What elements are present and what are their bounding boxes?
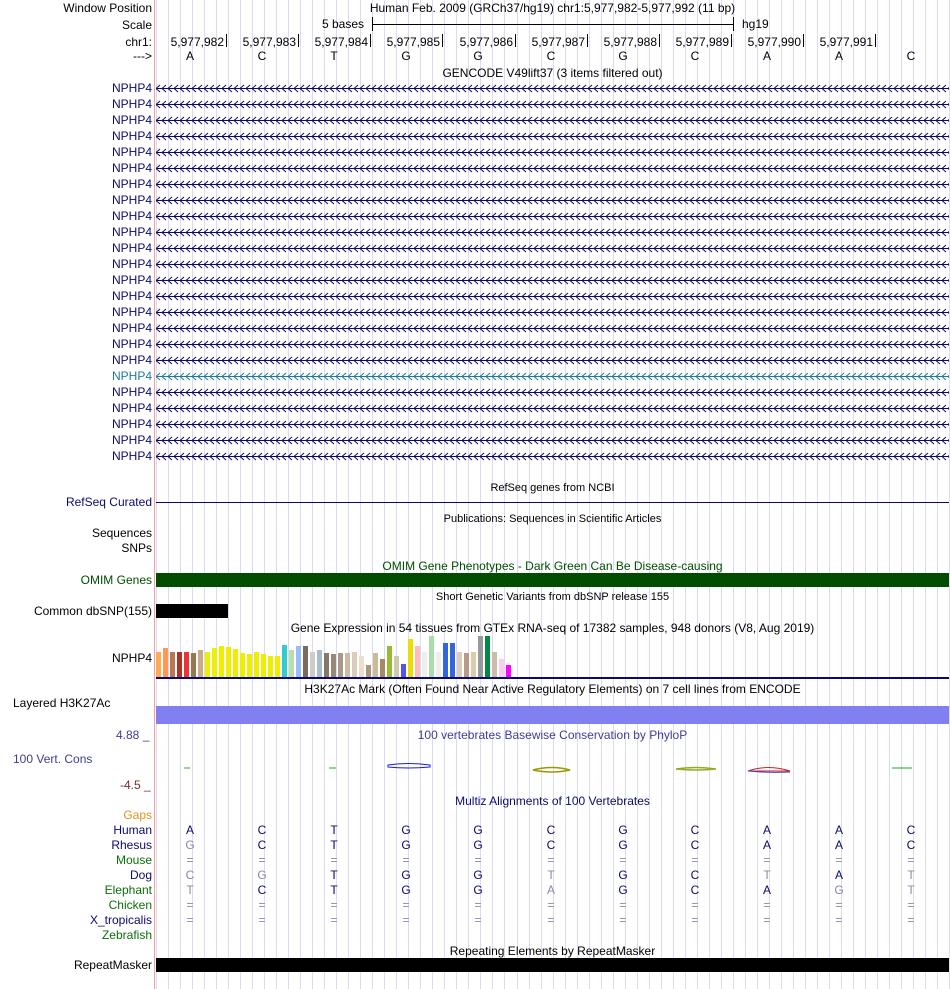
multiz-base: = [547, 913, 555, 927]
sequence-base: A [185, 49, 194, 63]
sequence-base: C [906, 49, 916, 63]
multiz-base: C [257, 838, 267, 852]
refseq-title[interactable]: RefSeq genes from NCBI [490, 482, 615, 494]
multiz-base: = [474, 913, 482, 927]
coordinate-tick [875, 34, 876, 47]
multiz-base: C [546, 823, 556, 837]
gtex-tissue-bar[interactable] [219, 646, 224, 677]
gtex-tissue-bar[interactable] [352, 652, 357, 677]
gencode-row-label[interactable]: NPHP4 [111, 193, 152, 207]
coordinate-label: 5,977,989 [675, 35, 729, 49]
gtex-tissue-bar[interactable] [499, 659, 504, 677]
sequence-base: G [401, 49, 411, 63]
multiz-base: G [618, 823, 628, 837]
coordinate-label: 5,977,985 [386, 35, 440, 49]
multiz-base: A [834, 823, 843, 837]
strand-arrows-icon [156, 180, 949, 189]
sequence-base: C [546, 49, 556, 63]
coordinate-label: 5,977,982 [170, 35, 224, 49]
multiz-base: = [474, 898, 482, 912]
strand-arrows-icon [156, 292, 949, 301]
multiz-base: A [762, 838, 771, 852]
gencode-transcript[interactable] [156, 356, 949, 365]
multiz-base: C [690, 838, 700, 852]
multiz-base: = [330, 913, 338, 927]
strand-arrows-icon [156, 212, 949, 221]
multiz-base: A [762, 823, 771, 837]
multiz-base: A [546, 883, 555, 897]
coordinate-label: 5,977,987 [531, 35, 585, 49]
window-position-label: Window Position [63, 1, 152, 15]
multiz-base: G [618, 838, 628, 852]
gtex-tissue-bar[interactable] [506, 665, 511, 677]
assembly-label: hg19 [742, 17, 769, 31]
phylop-min-label: -4.5 _ [120, 778, 151, 792]
gtex-tissue-bar[interactable] [282, 645, 287, 677]
phylop-title[interactable]: 100 vertebrates Basewise Conservation by PhyloP [417, 728, 688, 742]
multiz-base: = [691, 898, 699, 912]
gencode-row-label[interactable]: NPHP4 [111, 257, 152, 271]
gencode-transcript[interactable] [156, 196, 949, 205]
phylop-signal[interactable] [156, 760, 949, 776]
multiz-base: = [763, 898, 771, 912]
multiz-base: T [330, 823, 338, 837]
gtex-tissue-bar[interactable] [422, 652, 427, 677]
gencode-transcript[interactable] [156, 132, 949, 141]
sequence-base: G [473, 49, 483, 63]
gencode-row-label[interactable]: NPHP4 [111, 113, 152, 127]
gtex-tissue-bar[interactable] [212, 648, 217, 677]
gtex-tissue-bar[interactable] [415, 646, 420, 677]
strand-arrows-icon [156, 276, 949, 285]
gencode-transcript[interactable] [156, 308, 949, 317]
multiz-base: T [547, 868, 555, 882]
gtex-tissue-bar[interactable] [275, 656, 280, 677]
multiz-base: T [330, 868, 338, 882]
scale-bar [372, 24, 734, 25]
multiz-base: T [763, 868, 771, 882]
multiz-base: = [547, 853, 555, 867]
strand-arrows-icon [156, 148, 949, 157]
multiz-title[interactable]: Multiz Alignments of 100 Vertebrates [455, 794, 650, 808]
gtex-tissue-bar[interactable] [485, 636, 490, 677]
gencode-row-label[interactable]: NPHP4 [111, 353, 152, 367]
multiz-base: C [257, 823, 267, 837]
gtex-tissue-bar[interactable] [331, 654, 336, 677]
gtex-tissue-bar[interactable] [303, 646, 308, 677]
strand-arrows-icon [156, 420, 949, 429]
multiz-base: = [402, 913, 410, 927]
gtex-tissue-bar[interactable] [226, 647, 231, 677]
strand-arrows-icon [156, 340, 949, 349]
multiz-gaps-label[interactable]: Gaps [123, 808, 152, 822]
gtex-tissue-bar[interactable] [177, 652, 182, 677]
coordinate-label: 5,977,984 [314, 35, 368, 49]
refseq-label[interactable]: RefSeq Curated [65, 495, 152, 509]
multiz-base: = [835, 898, 843, 912]
strand-arrows-icon [156, 132, 949, 141]
gtex-tissue-bar[interactable] [254, 652, 259, 677]
phylop-max-label: 4.88 _ [116, 728, 150, 742]
gencode-transcript[interactable] [156, 388, 949, 397]
coordinate-tick [298, 34, 299, 47]
gencode-row-label[interactable]: NPHP4 [111, 81, 152, 95]
gencode-transcript[interactable] [156, 340, 949, 349]
multiz-base: = [907, 898, 915, 912]
gencode-transcript[interactable] [156, 100, 949, 109]
gencode-transcript[interactable] [156, 164, 949, 173]
dbsnp-feature-bar[interactable] [156, 604, 228, 618]
gencode-row-label[interactable]: NPHP4 [111, 369, 152, 383]
gencode-row-label[interactable]: NPHP4 [111, 209, 152, 223]
strand-arrows-icon [156, 356, 949, 365]
omim-label[interactable]: OMIM Genes [80, 573, 152, 587]
multiz-base: = [186, 913, 194, 927]
gencode-transcript[interactable] [156, 420, 949, 429]
gencode-row-label[interactable]: NPHP4 [111, 97, 152, 111]
strand-label: ---> [133, 49, 152, 63]
coordinate-label: 5,977,990 [747, 35, 801, 49]
multiz-base: G [185, 838, 195, 852]
multiz-species-label[interactable]: Elephant [104, 883, 152, 897]
gtex-tissue-bar[interactable] [233, 649, 238, 677]
multiz-base: G [401, 883, 411, 897]
multiz-base: G [473, 883, 483, 897]
gtex-tissue-bar[interactable] [450, 643, 455, 677]
coordinate-tick [515, 34, 516, 47]
coordinate-tick [731, 34, 732, 47]
multiz-species-label[interactable]: Chicken [108, 898, 152, 912]
gtex-tissue-bar[interactable] [240, 653, 245, 677]
gencode-transcript[interactable] [156, 84, 949, 93]
multiz-base: = [258, 853, 266, 867]
sequence-base: C [690, 49, 700, 63]
scale-label: Scale [121, 18, 152, 32]
sequence-base: T [330, 49, 338, 63]
coordinate-label: 5,977,983 [242, 35, 296, 49]
gencode-row-label[interactable]: NPHP4 [111, 417, 152, 431]
gencode-row-label[interactable]: NPHP4 [111, 225, 152, 239]
gtex-tissue-bar[interactable] [387, 646, 392, 677]
strand-arrows-icon [156, 196, 949, 205]
multiz-base: = [258, 913, 266, 927]
gtex-tissue-bar[interactable] [261, 654, 266, 677]
multiz-base: = [186, 853, 194, 867]
multiz-base: = [619, 913, 627, 927]
gencode-row-label[interactable]: NPHP4 [111, 321, 152, 335]
coordinate-tick [587, 34, 588, 47]
multiz-base: A [834, 868, 843, 882]
multiz-base: = [691, 853, 699, 867]
multiz-base: = [835, 913, 843, 927]
strand-arrows-icon [156, 228, 949, 237]
multiz-base: T [330, 883, 338, 897]
sequence-base: A [762, 49, 771, 63]
strand-arrows-icon [156, 308, 949, 317]
multiz-base: G [618, 868, 628, 882]
gtex-baseline [156, 677, 949, 679]
multiz-species-label[interactable]: Mouse [115, 853, 152, 867]
phylop-mark-6 [748, 768, 790, 772]
gencode-transcript[interactable] [156, 228, 949, 237]
multiz-base: C [690, 868, 700, 882]
repeatmasker-label[interactable]: RepeatMasker [73, 958, 152, 972]
strand-arrows-icon [156, 100, 949, 109]
multiz-base: G [473, 823, 483, 837]
multiz-base: A [834, 838, 843, 852]
gtex-tissue-bar[interactable] [429, 636, 434, 677]
publications-snps-label[interactable]: SNPs [121, 541, 152, 555]
multiz-base: G [401, 838, 411, 852]
gtex-tissue-bar[interactable] [345, 653, 350, 677]
gencode-transcript[interactable] [156, 180, 949, 189]
h3k27ac-label[interactable]: Layered H3K27Ac [13, 696, 111, 710]
gencode-row-label[interactable]: NPHP4 [111, 161, 152, 175]
scale-text: 5 bases [322, 17, 365, 31]
multiz-base: = [835, 853, 843, 867]
multiz-base: T [186, 883, 194, 897]
gtex-tissue-bar[interactable] [338, 653, 343, 677]
coordinate-label: 5,977,991 [819, 35, 873, 49]
phylop-mark-4 [533, 768, 570, 773]
scale-bar-left-tick [372, 17, 373, 31]
gtex-tissue-bar[interactable] [359, 656, 364, 677]
multiz-base: = [763, 913, 771, 927]
multiz-base: = [258, 898, 266, 912]
dbsnp-label[interactable]: Common dbSNP(155) [33, 604, 152, 618]
gencode-transcript[interactable] [156, 260, 949, 269]
multiz-base: = [619, 853, 627, 867]
gtex-tissue-bar[interactable] [198, 650, 203, 677]
gencode-row-label[interactable]: NPHP4 [111, 289, 152, 303]
gtex-tissue-bar[interactable] [324, 653, 329, 677]
multiz-base: C [185, 868, 195, 882]
gtex-tissue-bar[interactable] [471, 652, 476, 677]
gencode-transcript[interactable] [156, 436, 949, 445]
multiz-base: A [762, 883, 771, 897]
multiz-base: = [619, 898, 627, 912]
gencode-row-label[interactable]: NPHP4 [111, 129, 152, 143]
multiz-species-label[interactable]: Human [113, 823, 152, 837]
multiz-base: = [330, 853, 338, 867]
multiz-base: T [907, 883, 915, 897]
gtex-tissue-bar[interactable] [380, 659, 385, 677]
multiz-base: C [906, 823, 916, 837]
gtex-label[interactable]: NPHP4 [111, 651, 152, 665]
coordinate-tick [442, 34, 443, 47]
gtex-tissue-bar[interactable] [289, 650, 294, 677]
gtex-tissue-bar[interactable] [205, 652, 210, 677]
gtex-tissue-bar[interactable] [478, 636, 483, 677]
gtex-tissue-bar[interactable] [492, 652, 497, 677]
gencode-transcript[interactable] [156, 276, 949, 285]
gtex-tissue-bar[interactable] [317, 650, 322, 677]
sequence-base: C [257, 49, 267, 63]
multiz-base: = [186, 898, 194, 912]
gtex-tissue-bar[interactable] [464, 653, 469, 677]
gencode-title[interactable]: GENCODE V49lift37 (3 items filtered out) [442, 66, 663, 80]
gtex-tissue-bar[interactable] [268, 656, 273, 677]
multiz-base: A [185, 823, 194, 837]
gtex-tissue-bar[interactable] [457, 652, 462, 677]
scale-bar-right-tick [733, 17, 734, 31]
multiz-base: G [401, 823, 411, 837]
strand-arrows-icon [156, 260, 949, 269]
multiz-species-label[interactable]: X_tropicalis [89, 913, 152, 927]
gtex-tissue-bar[interactable] [184, 652, 189, 677]
strand-arrows-icon [156, 436, 949, 445]
coordinate-tick [803, 34, 804, 47]
gencode-row-label[interactable]: NPHP4 [111, 337, 152, 351]
gtex-tissue-bar[interactable] [401, 664, 406, 677]
multiz-base: = [402, 853, 410, 867]
gtex-tissue-bar[interactable] [373, 653, 378, 677]
gencode-row-label[interactable]: NPHP4 [111, 177, 152, 191]
h3k27ac-title[interactable]: H3K27Ac Mark (Often Found Near Active Regulatory Elements) on 7 cell lines from ENCODE [304, 682, 801, 696]
coordinate-tick [370, 34, 371, 47]
gtex-tissue-bar[interactable] [394, 656, 399, 677]
gencode-transcript[interactable] [156, 324, 949, 333]
gencode-row-label[interactable]: NPHP4 [111, 145, 152, 159]
multiz-base: C [257, 883, 267, 897]
gencode-row-label[interactable]: NPHP4 [111, 305, 152, 319]
phylop-mark-3 [388, 764, 430, 769]
multiz-base: G [618, 883, 628, 897]
multiz-species-label[interactable]: Rhesus [111, 838, 152, 852]
multiz-species-label[interactable]: Dog [129, 868, 152, 882]
gtex-tissue-bar[interactable] [163, 648, 168, 677]
strand-arrows-icon [156, 388, 949, 397]
gencode-transcript[interactable] [156, 372, 949, 381]
publications-sequences-label[interactable]: Sequences [91, 526, 152, 540]
repeatmasker-title[interactable]: Repeating Elements by RepeatMasker [449, 944, 656, 958]
multiz-species-label[interactable]: Zebrafish [101, 928, 152, 942]
gencode-row-label[interactable]: NPHP4 [111, 385, 152, 399]
coordinate-label: 5,977,988 [603, 35, 657, 49]
gtex-tissue-bar[interactable] [170, 652, 175, 677]
gtex-tissue-bar[interactable] [436, 652, 441, 677]
gencode-transcript[interactable] [156, 212, 949, 221]
gtex-title[interactable]: Gene Expression in 54 tissues from GTEx RNA-seq of 17382 samples, 948 donors (V8, Aug 2019) [290, 621, 815, 635]
gencode-row-label[interactable]: NPHP4 [111, 449, 152, 463]
phylop-mark-5 [676, 768, 716, 771]
gencode-transcript[interactable] [156, 116, 949, 125]
omim-title[interactable]: OMIM Gene Phenotypes - Dark Green Can Be Disease-causing [382, 559, 723, 573]
coordinate-tick [226, 34, 227, 47]
multiz-base: = [907, 853, 915, 867]
gtex-tissue-bar[interactable] [247, 654, 252, 677]
gencode-transcript[interactable] [156, 404, 949, 413]
chrom-label: chr1: [125, 35, 152, 49]
gtex-tissue-bar[interactable] [191, 653, 196, 677]
gencode-transcript[interactable] [156, 244, 949, 253]
strand-arrows-icon [156, 452, 949, 461]
h3k27ac-signal-bar[interactable] [156, 706, 949, 724]
refseq-feature-line[interactable] [156, 502, 949, 503]
gtex-tissue-bar[interactable] [408, 639, 413, 677]
multiz-base: G [401, 868, 411, 882]
multiz-base: = [547, 898, 555, 912]
gtex-tissue-bar[interactable] [366, 665, 371, 677]
multiz-base: = [691, 913, 699, 927]
gtex-bar-chart[interactable] [156, 636, 949, 677]
gencode-row-label[interactable]: NPHP4 [111, 433, 152, 447]
multiz-base: = [330, 898, 338, 912]
multiz-base: T [330, 838, 338, 852]
coordinate-tick [659, 34, 660, 47]
gencode-transcript[interactable] [156, 148, 949, 157]
multiz-base: C [546, 838, 556, 852]
dbsnp-title[interactable]: Short Genetic Variants from dbSNP release 155 [435, 591, 670, 603]
multiz-base: = [907, 913, 915, 927]
gencode-row-label[interactable]: NPHP4 [111, 273, 152, 287]
omim-feature-bar[interactable] [156, 573, 949, 587]
strand-arrows-icon [156, 244, 949, 253]
multiz-base: C [690, 883, 700, 897]
gtex-tissue-bar[interactable] [443, 643, 448, 677]
window-position-text[interactable]: Human Feb. 2009 (GRCh37/hg19) chr1:5,977,982-5,977,992 (11 bp) [369, 1, 736, 15]
multiz-base: C [690, 823, 700, 837]
gencode-transcript[interactable] [156, 292, 949, 301]
gencode-row-label[interactable]: NPHP4 [111, 241, 152, 255]
sequence-base: G [618, 49, 628, 63]
strand-arrows-icon [156, 116, 949, 125]
multiz-base: G [834, 883, 844, 897]
multiz-base: = [402, 898, 410, 912]
coordinate-label: 5,977,986 [459, 35, 513, 49]
multiz-base: = [474, 853, 482, 867]
strand-arrows-icon [156, 164, 949, 173]
strand-arrows-icon [156, 84, 949, 93]
multiz-base: G [473, 838, 483, 852]
multiz-base: G [473, 868, 483, 882]
multiz-base: C [906, 838, 916, 852]
track-boundary-line [154, 0, 155, 989]
gtex-tissue-bar[interactable] [296, 646, 301, 677]
strand-arrows-icon [156, 324, 949, 333]
publications-title[interactable]: Publications: Sequences in Scientific Articles [443, 513, 662, 525]
gtex-tissue-bar[interactable] [310, 652, 315, 677]
repeatmasker-feature-bar[interactable] [156, 958, 949, 972]
multiz-base: T [907, 868, 915, 882]
multiz-base: = [763, 853, 771, 867]
sequence-base: A [834, 49, 843, 63]
strand-arrows-icon [156, 372, 949, 381]
gtex-tissue-bar[interactable] [156, 652, 161, 677]
multiz-base: G [257, 868, 267, 882]
gencode-row-label[interactable]: NPHP4 [111, 401, 152, 415]
gencode-transcript[interactable] [156, 452, 949, 461]
phylop-label[interactable]: 100 Vert. Cons [13, 752, 93, 766]
strand-arrows-icon [156, 404, 949, 413]
